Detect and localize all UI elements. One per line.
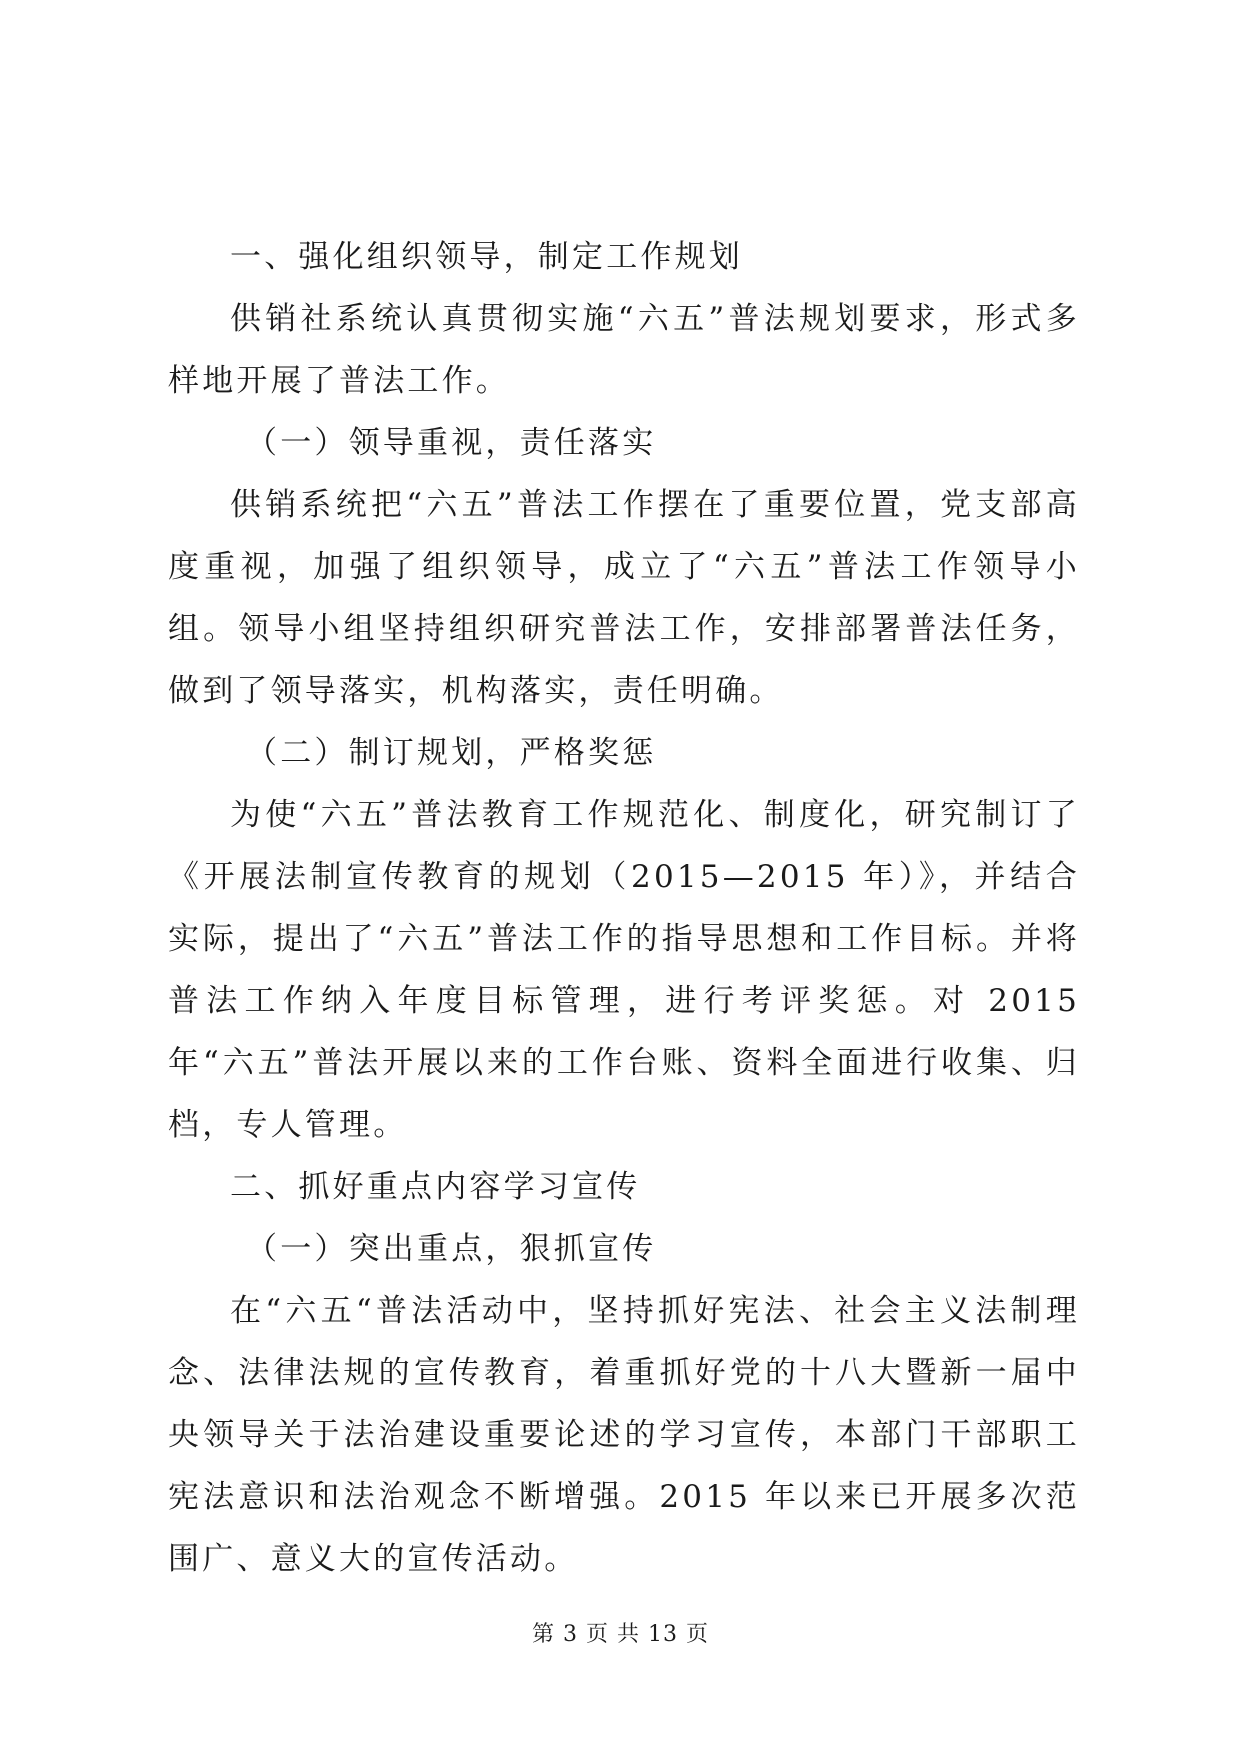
paragraph-3: 为使“六五”普法教育工作规范化、制度化，研究制订了《开展法制宣传教育的规划（2015—2015 年）》，并结合实际，提出了“六五”普法工作的指导思想和工作目标。并将普法工作纳入年度目标管理，进行考评奖惩。对 2015 年“六五”普法开展以来的工作台账、资料全面进行收集、归档，专人管理。 bbox=[168, 797, 1080, 1143]
page-footer: 第 3 页 共 13 页 bbox=[532, 1622, 709, 1647]
section-heading-1: 一、强化组织领导，制定工作规划 bbox=[230, 239, 743, 275]
subsection-heading-1-2: （二）制订规划，严格奖惩 bbox=[246, 735, 657, 771]
subsection-heading-2-1: （一）突出重点，狠抓宣传 bbox=[246, 1231, 657, 1267]
paragraph-4: 在“六五“普法活动中，坚持抓好宪法、社会主义法制理念、法律法规的宣传教育，着重抓好党的十八大暨新一届中央领导关于法治建设重要论述的学习宣传，本部门干部职工宪法意识和法治观念不断增强。2015 年以来已开展多次范围广、意义大的宣传活动。 bbox=[168, 1293, 1080, 1577]
paragraph-1: 供销社系统认真贯彻实施“六五”普法规划要求，形式多样地开展了普法工作。 bbox=[168, 301, 1080, 399]
document-body bbox=[168, 226, 1080, 1590]
subsection-heading-1-1: （一）领导重视，责任落实 bbox=[246, 425, 657, 461]
paragraph-2: 供销系统把“六五”普法工作摆在了重要位置，党支部高度重视，加强了组织领导，成立了“六五”普法工作领导小组。领导小组坚持组织研究普法工作，安排部署普法任务，做到了领导落实，机构落实，责任明确。 bbox=[168, 487, 1080, 709]
section-heading-2: 二、抓好重点内容学习宣传 bbox=[230, 1169, 641, 1205]
